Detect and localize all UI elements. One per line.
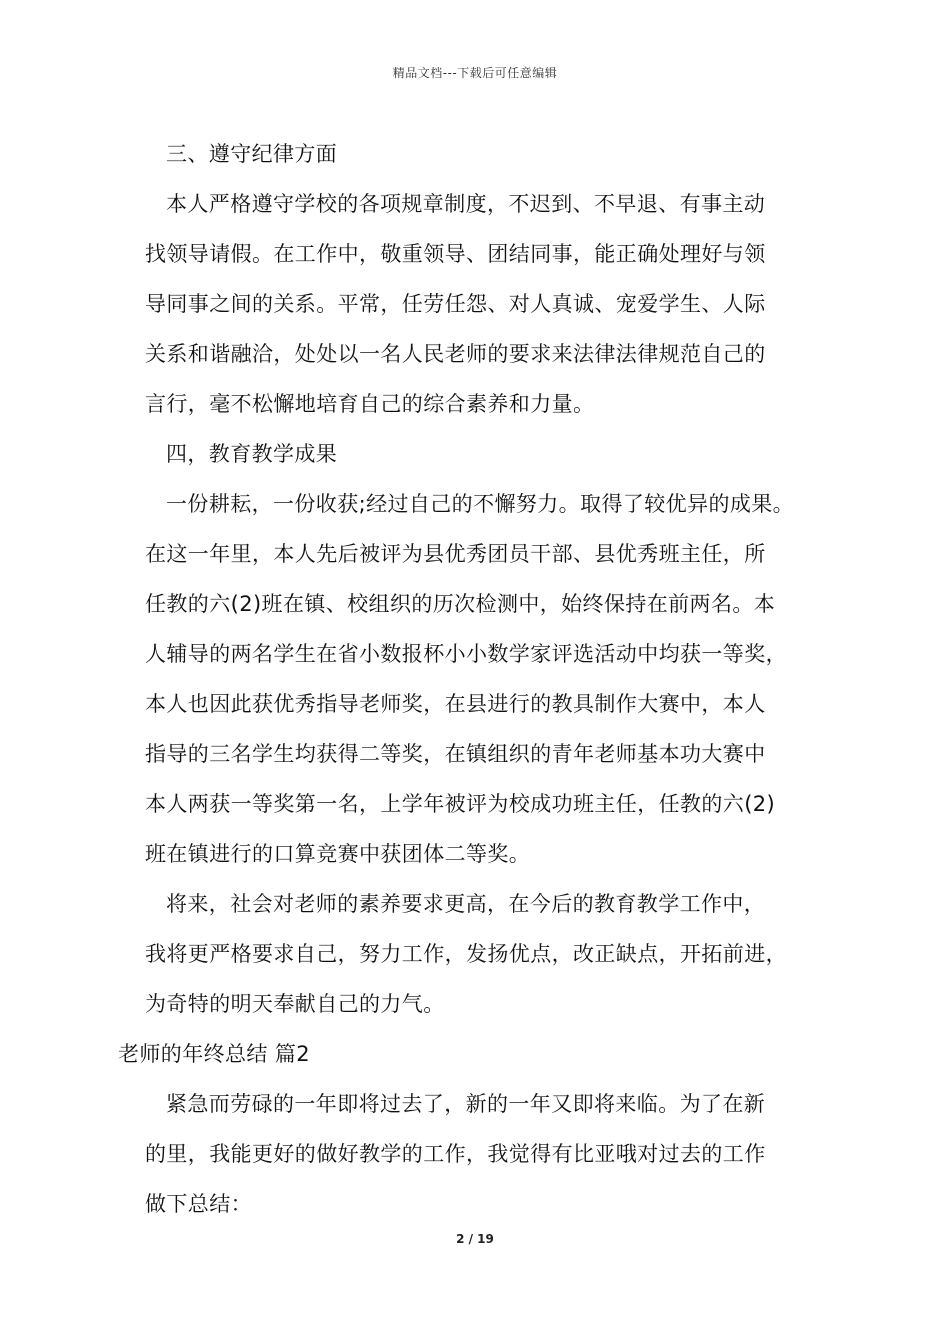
- paragraph-line: 将来，社会对老师的素养要求更高，在今后的教育教学工作中，: [166, 892, 766, 916]
- page-number: 2 / 19: [456, 1232, 494, 1246]
- section-heading-discipline: 三、遵守纪律方面: [166, 142, 338, 166]
- paragraph-line: 一份耕耘，一份收获;经过自己的不懈努力。取得了较优异的成果。: [166, 492, 795, 516]
- paragraph-line: 班在镇进行的口算竞赛中获团体二等奖。: [145, 842, 531, 866]
- paragraph-line: 我将更严格要求自己，努力工作，发扬优点，改正缺点，开拓前进，: [145, 942, 787, 966]
- paragraph-line: 本人严格遵守学校的各项规章制度，不迟到、不早退、有事主动: [166, 192, 766, 216]
- article-title: 老师的年终总结 篇2: [118, 1042, 311, 1066]
- paragraph-line: 在这一年里，本人先后被评为县优秀团员干部、县优秀班主任，所: [145, 542, 766, 566]
- paragraph-line: 人辅导的两名学生在省小数报杯小小数学家评选活动中均获一等奖，: [145, 642, 787, 666]
- paragraph-line: 言行，毫不松懈地培育自己的综合素养和力量。: [145, 392, 595, 416]
- paragraph-line: 本人两获一等奖第一名，上学年被评为校成功班主任，任教的六(2): [145, 792, 776, 816]
- paragraph-line: 紧急而劳碌的一年即将过去了，新的一年又即将来临。为了在新: [166, 1092, 766, 1116]
- paragraph-line: 任教的六(2)班在镇、校组织的历次检测中，始终保持在前两名。本: [145, 592, 776, 616]
- paragraph-line: 做下总结：: [145, 1192, 252, 1216]
- document-body: [118, 129, 825, 1229]
- paragraph-line: 找领导请假。在工作中，敬重领导、团结同事，能正确处理好与领: [145, 242, 766, 266]
- page-header: 精品文档---下载后可任意编辑: [392, 66, 558, 80]
- paragraph-line: 指导的三名学生均获得二等奖，在镇组织的青年老师基本功大赛中: [145, 742, 766, 766]
- paragraph-line: 为奇特的明天奉献自己的力气。: [145, 992, 445, 1016]
- paragraph-line: 本人也因此获优秀指导老师奖，在县进行的教具制作大赛中，本人: [145, 692, 766, 716]
- paragraph-line: 关系和谐融洽，处处以一名人民老师的要求来法律法律规范自己的: [145, 342, 766, 366]
- paragraph-line: 的里，我能更好的做好教学的工作，我觉得有比亚哦对过去的工作: [145, 1142, 766, 1166]
- section-heading-results: 四，教育教学成果: [166, 442, 338, 466]
- paragraph-line: 导同事之间的关系。平常，任劳任怨、对人真诚、宠爱学生、人际: [145, 292, 766, 316]
